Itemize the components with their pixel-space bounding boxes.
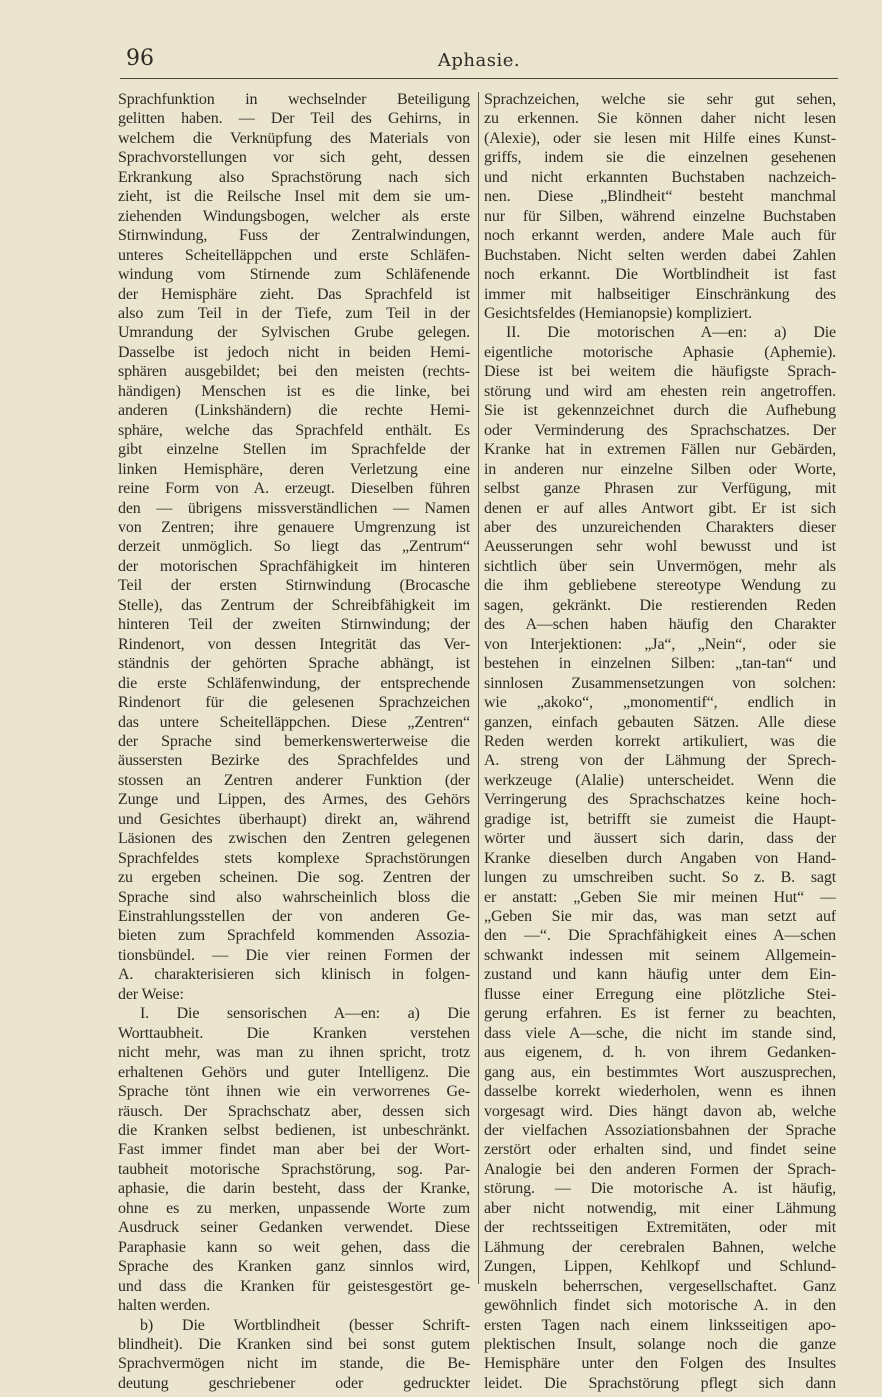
text-line: Zungen, Lippen, Kehlkopf und Schlund- (484, 1258, 836, 1276)
text-line: der vielfachen Assoziationsbahnen der Sprache (484, 1122, 836, 1140)
text-line: ersten Tagen nach einem linksseitigen apo- (484, 1316, 836, 1334)
text-line: Lähmung der cerebralen Bahnen, welche (484, 1238, 836, 1256)
text-line: gelitten haben. — Der Teil des Gehirns, in (118, 110, 470, 128)
text-line: sichtlich über sein Unvermögen, mehr als (484, 557, 836, 575)
text-line: den —“. Die Sprachfähigkeit eines A—schen (484, 927, 836, 945)
text-line: zu erkennen. Sie können daher nicht lesen (484, 110, 836, 128)
text-line: Stelle), das Zentrum der Schreibfähigkeit im (118, 596, 470, 614)
text-line: aber des unzureichenden Charakters dieser (484, 518, 836, 536)
text-line: Umrandung der Sylvischen Grube gelegen. (118, 324, 470, 342)
page-header (120, 44, 838, 79)
text-line: und nicht erkannten Buchstaben nachzeich- (484, 168, 836, 186)
text-line: denen er auf alles Antwort gibt. Er ist sich (484, 499, 836, 517)
text-line: halten werden. (118, 1297, 211, 1315)
text-line: Erkrankung also Sprachstörung nach sich (118, 168, 470, 186)
text-line: wie „akoko“, „monomentif“, endlich in (484, 694, 836, 712)
text-line: windung vom Stirnende zum Schläfenende (118, 266, 470, 284)
text-line: Kranke dieselben durch Angaben von Hand- (484, 849, 836, 867)
text-line: nur für Silben, während einzelne Buchstaben (484, 207, 836, 225)
text-line: Sprachvorstellungen vor sich geht, dessen (118, 149, 470, 167)
text-line: taubheit motorische Sprachstörung, sog. Par- (118, 1160, 470, 1178)
text-line: linken Hemisphäre, deren Verletzung eine (118, 460, 470, 478)
text-line: zieht, ist die Reilsche Insel mit dem sie um- (118, 188, 470, 206)
text-line: sinnlosen Zusammensetzungen von solchen: (484, 674, 836, 692)
text-line: Buchstaben. Nicht selten werden dabei Zahlen (484, 246, 836, 264)
text-line: sphäre, welche das Sprachfeld enthält. Es (118, 421, 470, 439)
text-line: zu ergeben scheinen. Die sog. Zentren der (118, 869, 470, 887)
text-line: A. streng von der Lähmung der Sprech- (484, 752, 836, 770)
text-line: der Hemisphäre zieht. Das Sprachfeld ist (118, 285, 470, 303)
page-number: 96 (126, 46, 154, 71)
text-line: zerstört oder erhalten sind, und findet seine (484, 1141, 836, 1159)
text-line: ganzen, einfach gebauten Sätzen. Alle diese (484, 713, 836, 731)
text-line: den — übrigens missverständlichen — Namen (118, 499, 470, 517)
text-line: oder Verminderung des Sprachschatzes. Der (484, 421, 836, 439)
text-line: des A—schen haben häufig den Charakter (484, 616, 836, 634)
text-line: Ausdruck seiner Gedanken verwendet. Diese (118, 1219, 470, 1237)
text-line: anderen (Linkshändern) die rechte Hemi- (118, 402, 470, 420)
text-line: von Interjektionen: „Ja“, „Nein“, oder sie (484, 635, 836, 653)
text-line: bestehen in einzelnen Silben: „tan-tan“ und (484, 655, 836, 673)
text-line: tionsbündel. — Die vier reinen Formen der (118, 946, 470, 964)
text-line: Kranke hat in extremen Fällen nur Gebärden, (484, 441, 836, 459)
text-line: Läsionen des zwischen den Zentren gelegenen (118, 830, 470, 848)
text-line: störung. — Die motorische A. ist häufig, (484, 1180, 836, 1198)
text-line: vorgesagt wird. Dies hängt davon ab, welche (484, 1102, 836, 1120)
text-line: Analogie bei den anderen Formen der Sprach- (484, 1160, 836, 1178)
text-line: händigen) Menschen ist es die linke, bei (118, 382, 470, 400)
text-line: unteres Scheitelläppchen und erste Schläfen- (118, 246, 470, 264)
text-line: Rindenort, von dessen Integrität das Ver- (118, 635, 470, 653)
text-line: deutung geschriebener oder gedruckter (118, 1374, 470, 1392)
text-line: Sprache des Kranken ganz sinnlos wird, (118, 1258, 470, 1276)
text-line: ständnis der gehörten Sprache abhängt, ist (118, 655, 470, 673)
text-line: und Gesichtes überhaupt) direkt an, während (118, 810, 470, 828)
running-title: Aphasie. (437, 50, 521, 71)
text-line: die ihm gebliebene stereotype Wendung zu (484, 577, 836, 595)
text-line: räusch. Der Sprachschatz aber, dessen sich (118, 1102, 470, 1120)
text-line: bieten zum Sprachfeld kommenden Assozia- (118, 927, 470, 945)
text-line: (Alexie), oder sie lesen mit Hilfe eines Kunst- (484, 129, 836, 147)
text-line: gewöhnlich findet sich motorische A. in den (484, 1297, 836, 1315)
text-line: leidet. Die Sprachstörung pflegt sich dann (484, 1374, 836, 1392)
text-line: also zum Teil in der Tiefe, zum Teil in der (118, 304, 470, 322)
text-line: hinteren Teil der zweiten Stirnwindung; der (118, 616, 470, 634)
text-line: schwankt indessen mit seinem Allgemein- (484, 946, 836, 964)
text-line: blindheit). Die Kranken sind bei sonst gutem (118, 1336, 470, 1353)
text-line: zustand und kann häufig unter dem Ein- (484, 966, 836, 984)
text-line: er anstatt: „Geben Sie mir meinen Hut“ — (484, 888, 836, 906)
text-line: gradige ist, betrifft sie zumeist die Haupt- (484, 810, 836, 828)
text-line: dasselbe korrekt wiederholen, wenn es ihnen (484, 1083, 836, 1101)
text-line: Sprache tönt ihnen wie ein verworrenes Ge- (118, 1083, 470, 1101)
text-line: die erste Schläfenwindung, der entsprechende (118, 674, 470, 692)
text-line: Paraphasie kann so weit gehen, dass die (118, 1238, 470, 1256)
text-line: erhaltenen Gehörs und guter Intelligenz. Die (118, 1063, 470, 1081)
text-line: von Zentren; ihre genauere Umgrenzung ist (118, 518, 470, 536)
left-column (118, 90, 470, 1393)
text-line: II. Die motorischen A—en: a) Die (506, 324, 836, 342)
text-line: gerung erfahren. Es ist ferner zu beachten, (484, 1005, 836, 1023)
text-line: noch erkannt. Die Wortblindheit ist fast (484, 266, 836, 284)
text-line: Hemisphäre unter den Folgen des Insultes (484, 1355, 836, 1373)
text-line: das untere Scheitelläppchen. Diese „Zentren“ (118, 713, 470, 731)
text-line: aphasie, die darin besteht, dass der Kranke, (118, 1180, 470, 1198)
text-line: Aeusserungen sehr wohl bewusst und ist (484, 538, 836, 556)
text-line: Sprachvermögen nicht im stande, die Be- (118, 1355, 470, 1373)
text-line: Zunge und Lippen, des Armes, des Gehörs (118, 791, 470, 809)
text-line: ohne es zu merken, unpassende Worte zum (118, 1199, 470, 1217)
text-line: Fast immer findet man aber bei der Wort- (118, 1141, 470, 1159)
text-line: äussersten Bezirke des Sprachfeldes und (118, 752, 470, 770)
text-line: Diese ist bei weitem die häufigste Sprach- (484, 363, 836, 381)
text-line: reine Form von A. erzeugt. Dieselben führen (118, 480, 470, 498)
text-line: störung und wird am ehesten rein angetroffen. (484, 382, 836, 400)
text-line: Teil der ersten Stirnwindung (Brocasche (118, 577, 470, 595)
text-line: plektischen Insult, solange noch die ganze (484, 1336, 836, 1353)
text-line: A. charakterisieren sich klinisch in folgen- (118, 966, 470, 984)
right-column (484, 90, 836, 1393)
text-line: der rechtsseitigen Extremitäten, oder mit (484, 1219, 836, 1237)
text-line: die Kranken selbst bedienen, ist unbeschränkt. (118, 1122, 470, 1140)
text-line: Sprachzeichen, welche sie sehr gut sehen, (484, 91, 836, 108)
text-line: ziehenden Windungsbogen, welcher als erste (118, 207, 470, 225)
text-line: I. Die sensorischen A—en: a) Die (140, 1005, 470, 1023)
text-line: der Sprache sind bemerkenswerterweise die (118, 732, 470, 750)
column-divider (478, 92, 479, 1284)
text-line: aus eigenem, d. h. von ihrem Gedanken- (484, 1044, 836, 1062)
text-line: Sie ist gekennzeichnet durch die Aufhebung (484, 402, 836, 420)
text-line: derzeit unmöglich. So liegt das „Zentrum“ (118, 538, 470, 556)
text-line: eigentliche motorische Aphasie (Aphemie). (484, 343, 836, 361)
text-line: sphären ausgebildet; bei den meisten (rechts- (118, 363, 470, 381)
text-line: Verringerung des Sprachschatzes keine hoch- (484, 791, 836, 809)
text-line: Gesichtsfeldes (Hemianopsie) kompliziert. (484, 304, 752, 322)
text-line: Dasselbe ist jedoch nicht in beiden Hemi- (118, 343, 470, 361)
text-line: Reden werden korrekt artikuliert, was die (484, 732, 836, 750)
text-line: selbst ganze Phrasen zur Verfügung, mit (484, 480, 836, 498)
text-line: aber nicht notwendig, mit einer Lähmung (484, 1199, 836, 1217)
text-line: dass viele A—sche, die nicht im stande sind, (484, 1024, 836, 1042)
text-line: „Geben Sie mir das, was man setzt auf (484, 908, 836, 926)
text-line: Worttaubheit. Die Kranken verstehen (118, 1024, 470, 1042)
text-line: immer mit halbseitiger Einschränkung des (484, 285, 836, 303)
text-line: muskeln beherrschen, vergesellschaftet. Ganz (484, 1277, 836, 1295)
text-line: welchem die Verknüpfung des Materials von (118, 129, 470, 147)
text-line: gibt einzelne Stellen im Sprachfelde der (118, 441, 470, 459)
text-line: b) Die Wortblindheit (besser Schrift- (140, 1316, 470, 1334)
text-line: nen. Diese „Blindheit“ besteht manchmal (484, 188, 836, 206)
text-line: noch erkannt werden, andere Male auch für (484, 227, 836, 245)
text-line: in anderen nur einzelne Silben oder Worte, (484, 460, 836, 478)
text-line: Stirnwindung, Fuss der Zentralwindungen, (118, 227, 470, 245)
text-line: lungen zu umschreiben sucht. So z. B. sagt (484, 869, 836, 887)
text-line: Rindenort für die gelesenen Sprachzeichen (118, 694, 470, 712)
text-line: werkzeuge (Alalie) unterscheidet. Wenn die (484, 771, 836, 789)
text-line: flusse einer Erregung eine plötzliche Stei- (484, 985, 836, 1003)
text-line: griffs, indem sie die einzelnen gesehenen (484, 149, 836, 167)
text-line: wörter und äussert sich darin, dass der (484, 830, 836, 848)
text-line: der Weise: (118, 985, 184, 1003)
text-line: der motorischen Sprachfähigkeit im hinteren (118, 557, 470, 575)
text-line: sagen, gekränkt. Die restierenden Reden (484, 596, 836, 614)
text-line: gang aus, ein bestimmtes Wort auszusprechen, (484, 1063, 836, 1081)
text-line: Einstrahlungsstellen der von anderen Ge- (118, 908, 470, 926)
text-line: und dass die Kranken für geistesgestört ge- (118, 1277, 470, 1295)
text-line: Sprachfeldes stets komplexe Sprachstörungen (118, 849, 470, 867)
text-line: Sprache sind also wahrscheinlich bloss die (118, 888, 470, 906)
text-line: nicht mehr, was man zu ihnen spricht, trotz (118, 1044, 470, 1062)
text-line: stossen an Zentren anderer Funktion (der (118, 771, 470, 789)
text-line: Sprachfunktion in wechselnder Beteiligung (118, 91, 470, 108)
